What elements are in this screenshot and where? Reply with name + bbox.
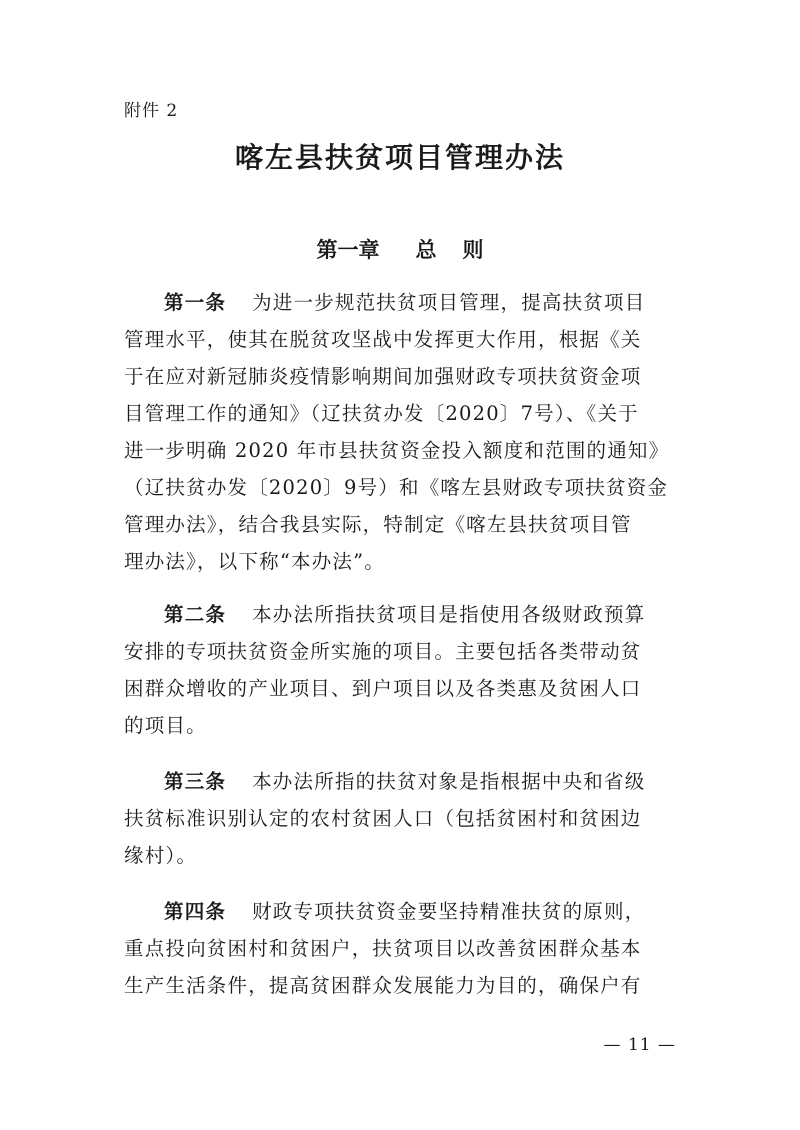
article-lead: 第三条	[164, 770, 227, 793]
article-line: 重点投向贫困村和贫困户，扶贫项目以改善贫困群众基本	[124, 937, 642, 960]
article-3	[124, 763, 684, 874]
article-1	[124, 284, 684, 580]
article-line: （辽扶贫办发〔2020〕9号）和《喀左县财政专项扶贫资金	[124, 476, 669, 499]
attachment-label: 附件 2	[124, 101, 179, 121]
article-line: 生产生活条件，提高贫困群众发展能力为目的，确保户有	[124, 974, 642, 997]
chapter-title-char-2: 则	[462, 237, 484, 262]
article-line: 困群众增收的产业项目、到户项目以及各类惠及贫困人口	[124, 677, 642, 700]
article-line: 第二条 本办法所指扶贫项目是指使用各级财政预算	[164, 603, 646, 626]
article-line: 管理水平，使其在脱贫攻坚战中发挥更大作用，根据《关	[124, 328, 642, 351]
page-number: — 11 —	[603, 1035, 676, 1055]
article-line: 第一条 为进一步规范扶贫项目管理，提高扶贫项目	[164, 291, 646, 314]
chapter-number: 第一章	[316, 237, 380, 262]
article-lead: 第二条	[164, 603, 227, 626]
chapter-title-char-1: 总	[415, 237, 437, 262]
article-line: 理办法》，以下称“本办法”。	[124, 550, 385, 573]
article-lead: 第四条	[164, 900, 227, 923]
article-line: 第四条 财政专项扶贫资金要坚持精准扶贫的原则，	[164, 900, 646, 923]
article-line: 扶贫标准识别认定的农村贫困人口（包括贫困村和贫困边	[124, 807, 642, 830]
article-line: 安排的专项扶贫资金所实施的项目。主要包括各类带动贫	[124, 640, 642, 663]
document-title: 喀左县扶贫项目管理办法	[234, 141, 565, 174]
article-line: 进一步明确 2020 年市县扶贫资金投入额度和范围的通知》	[124, 439, 670, 462]
article-line: 第三条 本办法所指的扶贫对象是指根据中央和省级	[164, 770, 646, 793]
article-line: 管理办法》，结合我县实际，特制定《喀左县扶贫项目管	[124, 513, 632, 536]
chapter-heading	[0, 234, 800, 264]
article-line: 于在应对新冠肺炎疫情影响期间加强财政专项扶贫资金项	[124, 365, 642, 388]
article-line: 的项目。	[124, 714, 207, 737]
article-2	[124, 596, 684, 744]
article-lead: 第一条	[164, 291, 227, 314]
article-line: 缘村）。	[124, 844, 198, 867]
article-4	[124, 893, 684, 1004]
article-line: 目管理工作的通知》（辽扶贫办发〔2020〕7号）、《关于	[124, 402, 639, 425]
